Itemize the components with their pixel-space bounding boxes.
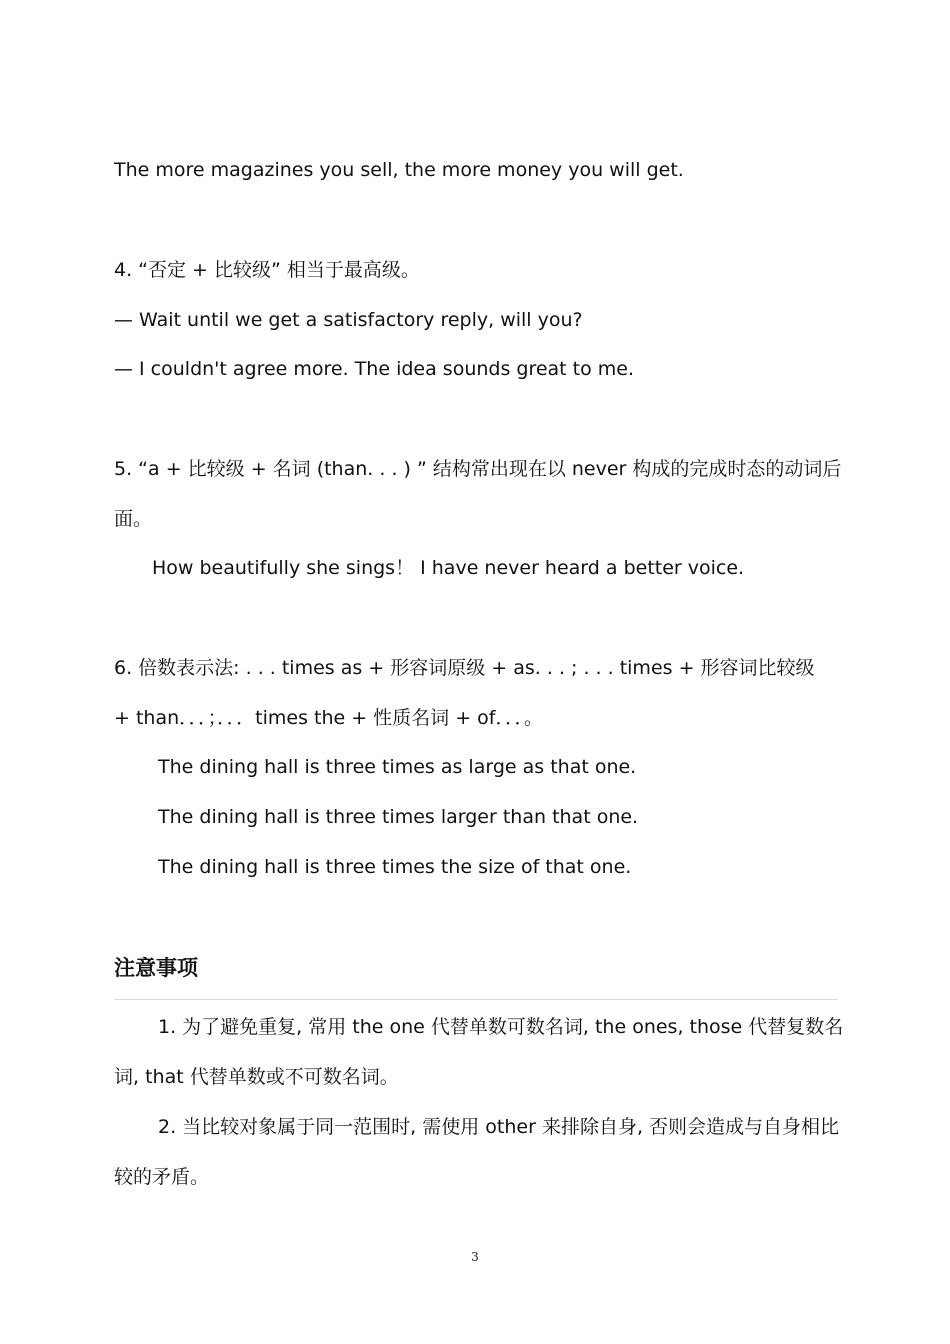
rule-6-example-2: The dining hall is three times larger than that one. bbox=[158, 806, 639, 828]
note-1-line-1: 1. 为了避免重复, 常用 the one 代替单数可数名词, the ones, those 代替复数名 bbox=[158, 1016, 844, 1038]
rule-4-example-1: — Wait until we get a satisfactory reply, will you? bbox=[114, 309, 583, 331]
notes-heading: 注意事项 bbox=[114, 956, 198, 980]
rule-5-example: How beautifully she sings！ I have never heard a better voice. bbox=[152, 557, 745, 579]
rule-5-title-line-1: 5. “a + 比较级 + 名词 (than. . . ) ” 结构常出现在以 never 构成的完成时态的动词后 bbox=[114, 458, 842, 480]
heading-divider bbox=[114, 999, 838, 1000]
note-2-line-2: 较的矛盾。 bbox=[114, 1166, 210, 1188]
note-2-line-1: 2. 当比较对象属于同一范围时, 需使用 other 来排除自身, 否则会造成与自身相比 bbox=[158, 1116, 840, 1138]
rule-6-example-3: The dining hall is three times the size of that one. bbox=[158, 856, 632, 878]
rule-4-title: 4. “否定 + 比较级” 相当于最高级。 bbox=[114, 259, 420, 281]
rule-5-title-line-2: 面。 bbox=[114, 508, 153, 530]
note-1-line-2: 词, that 代替单数或不可数名词。 bbox=[114, 1066, 399, 1088]
rule-6-example-1: The dining hall is three times as large as that one. bbox=[158, 756, 637, 778]
example-the-more: The more magazines you sell, the more money you will get. bbox=[114, 159, 684, 181]
rule-4-example-2: — I couldn't agree more. The idea sounds great to me. bbox=[114, 358, 635, 380]
rule-6-title-line-1: 6. 倍数表示法: . . . times as + 形容词原级 + as. . . ; . . . times + 形容词比较级 bbox=[114, 657, 815, 679]
rule-6-title-line-2: + than．．．；．．．times the + 性质名词 + of．．．。 bbox=[114, 707, 543, 729]
page-number: 3 bbox=[471, 1250, 479, 1264]
